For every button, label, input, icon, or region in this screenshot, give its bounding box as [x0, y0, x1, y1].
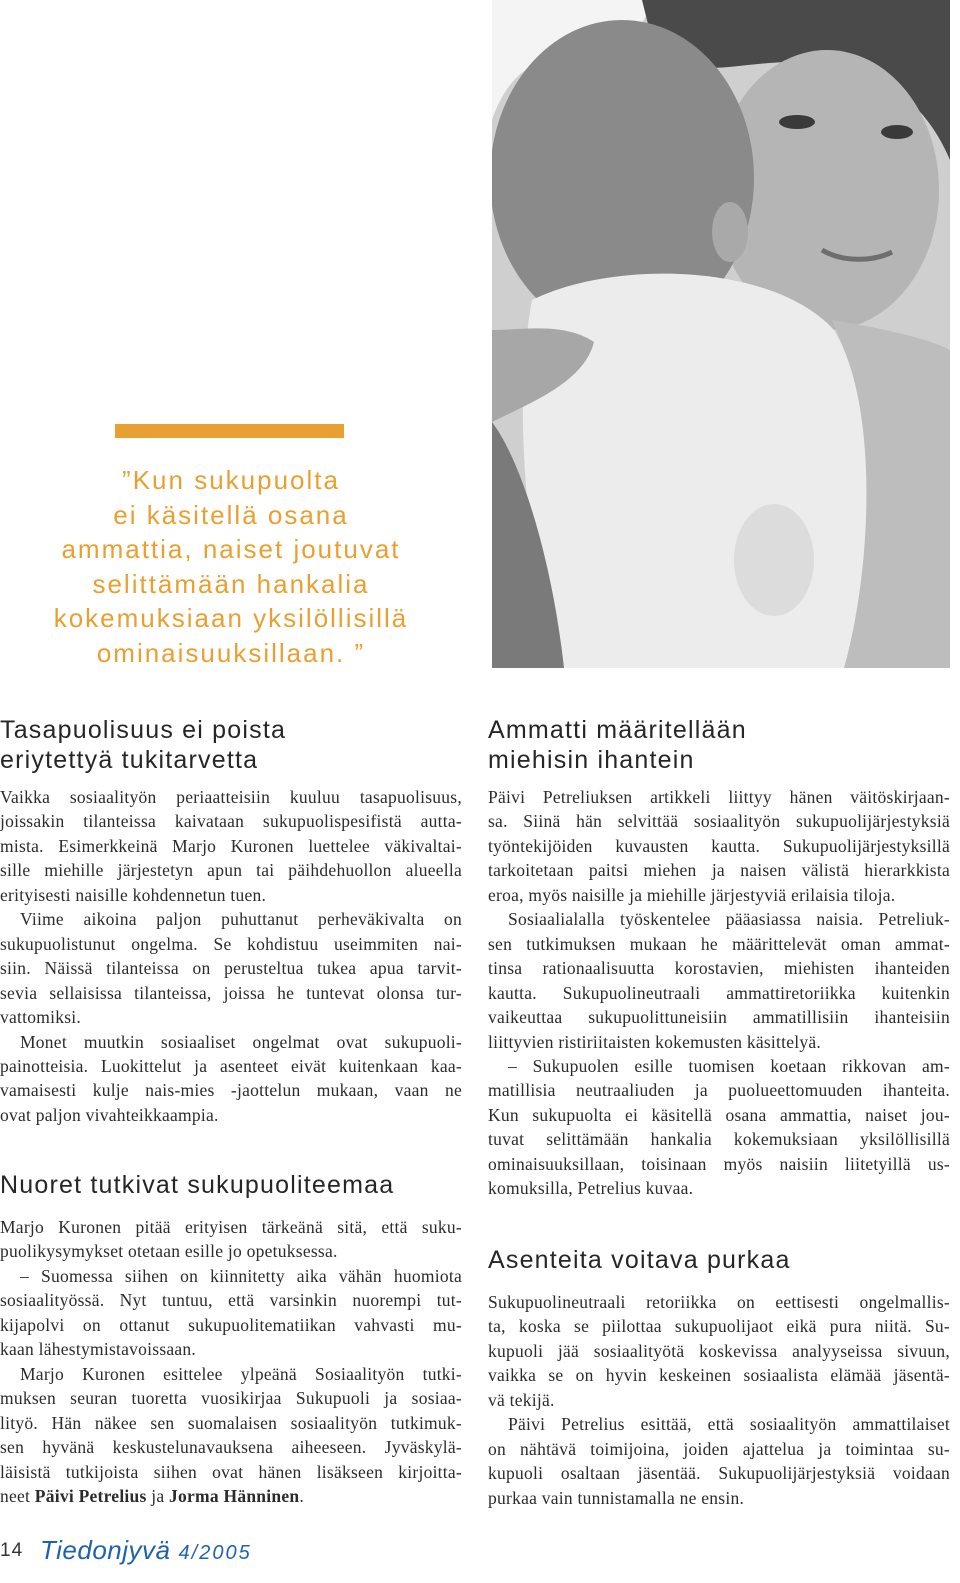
- text-line: puolikysymykset otetaan esille jo opetuksessa.: [0, 1241, 338, 1262]
- text-line: tarkoitetaan paitsi miehen ja naisen välistä hierarkkista: [488, 860, 950, 881]
- text-line: komuksilla, Petrelius kuvaa.: [488, 1178, 694, 1199]
- heading-line: Asenteita voitava purkaa: [488, 1246, 791, 1274]
- text-line: lityö. Hän näkee sen suomalaisen sosiaalityön tutkimuk-: [0, 1412, 462, 1433]
- heading-line: miehisin ihantein: [488, 746, 695, 774]
- text-line: kaan lähestymistavoissaan.: [0, 1339, 197, 1360]
- quote-line: ammattia, naiset joutuvat: [61, 534, 401, 565]
- text-line: matillisia neutraaliuden ja puolueettomuuden ihanteita.: [488, 1080, 950, 1101]
- text-line: vamaisesti kulje nais-mies -jaottelun mukaan, vaan ne: [0, 1080, 462, 1101]
- magazine-name: Tiedonjyvä: [40, 1535, 171, 1565]
- paragraph: [488, 907, 950, 1054]
- quote-line: ominaisuuksillaan. ”: [96, 637, 366, 668]
- text-line: – Sukupuolen esille tuomisen koetaan rikkovan am-: [508, 1055, 950, 1076]
- section-body: [488, 785, 950, 1201]
- man-eye-left: [779, 115, 815, 129]
- text-line: mista. Esimerkkeinä Marjo Kuronen luettelee väkivaltai-: [0, 835, 462, 856]
- text-segment: .: [299, 1485, 305, 1506]
- text-line: Sosiaalialalla työskentelee pääasiassa naisia. Petreliuk-: [508, 909, 950, 930]
- paragraph: [0, 1030, 462, 1128]
- quote-line: kokemuksiaan yksilöllisillä: [53, 603, 409, 634]
- text-line: Viime aikoina paljon puhuttanut perheväkivalta on: [20, 909, 462, 930]
- section-body: [488, 1290, 950, 1510]
- text-line: liittyvien ristiriitaisten kokemusten käsittelyä.: [488, 1031, 822, 1052]
- text-line: Marjo Kuronen esittelee ylpeänä Sosiaalityön tutki-: [20, 1363, 462, 1384]
- text-line: purkaa vain tunnistamalla ne ensin.: [488, 1487, 745, 1508]
- child-arm: [734, 504, 814, 616]
- text-line: ta, koska se piilottaa sukupuolijaot eikä pura niitä. Su-: [488, 1316, 950, 1337]
- heading-line: Nuoret tutkivat sukupuoliteemaa: [0, 1171, 395, 1199]
- paragraph: [0, 907, 462, 1029]
- text-line: [0, 1484, 462, 1508]
- issue-number: 4/2005: [178, 1542, 252, 1564]
- text-line: vä tekijä.: [488, 1389, 555, 1410]
- text-line: sevia sellaisissa tilanteissa, joissa he tuntevat olonsa tur-: [0, 982, 462, 1003]
- text-line: vaikeuttaa sukupuolittuneisiin ammatillisiin ihanteisiin: [488, 1007, 950, 1028]
- text-line: vattomiksi.: [0, 1007, 82, 1028]
- text-line: tinsa rationaalisuutta korostavien, miehisten ihanteiden: [488, 958, 950, 979]
- quote-line: selittämään hankalia: [92, 568, 370, 599]
- text-line: vaikka se on hyvin keskeinen sosiaalista elämää jäsentä-: [488, 1365, 950, 1386]
- text-line: Monet muutkin sosiaaliset ongelmat ovat sukupuoli-: [20, 1031, 462, 1052]
- paragraph: [488, 1054, 950, 1201]
- heading-line: eriytettyä tukitarvetta: [0, 746, 259, 774]
- paragraph: [488, 1290, 950, 1412]
- text-segment: neet: [0, 1485, 35, 1506]
- child-back: [523, 274, 867, 668]
- article-photo: [492, 0, 950, 668]
- text-line: siin. Näissä tilanteissa on perusteltua tukea apua tarvit-: [0, 958, 462, 979]
- text-line: kupuoli jää sosiaalityötä koskevissa analyyseissa sivuun,: [488, 1340, 950, 1361]
- pull-quote: [0, 463, 462, 671]
- text-line: Päivi Petrelius esittää, että sosiaalityön ammattilaiset: [508, 1414, 950, 1435]
- text-line: sa. Siinä hän selvittää sosiaalityön sukupuolijärjestyksiä: [488, 811, 950, 832]
- section-heading: [0, 1170, 394, 1200]
- photo-illustration: [492, 0, 950, 668]
- quote-line: ei käsitellä osana: [113, 499, 349, 530]
- person-name: Päivi Petrelius: [34, 1485, 147, 1506]
- paragraph: [0, 1264, 462, 1362]
- text-line: kijapolvi on ottanut sukupuolitematiikan vahvasti mu-: [0, 1314, 462, 1335]
- text-line: kupuoli osaltaan jäsentää. Sukupuolijärjestyksiä voidaan: [488, 1463, 950, 1484]
- section-heading: [0, 715, 286, 775]
- text-line: sen tutkimuksen mukaan he määrittelevät oman ammat-: [488, 933, 950, 954]
- quote-line: ”Kun sukupuolta: [122, 465, 340, 495]
- heading-line: Ammatti määritellään: [488, 716, 747, 744]
- text-line: Marjo Kuronen pitää erityisen tärkeänä sitä, että suku-: [0, 1217, 462, 1237]
- child-ear: [712, 202, 748, 262]
- text-line: läisistä tutkijoista siihen ovat hänen lisäkseen kirjoitta-: [0, 1461, 462, 1482]
- text-line: erityisesti naisille kohdennetun tuen.: [0, 884, 267, 905]
- text-line: työntekijöiden kuvausten kautta. Sukupuolijärjestyksillä: [488, 835, 950, 856]
- text-line: – Suomessa siihen on kiinnitetty aika vähän huomiota: [20, 1265, 462, 1286]
- section-heading: [488, 715, 747, 775]
- paragraph: [0, 1215, 462, 1264]
- paragraph: [488, 785, 950, 907]
- text-line: ovat paljon vivahteikkaampia.: [0, 1104, 219, 1125]
- text-line: sukupuolistunut ongelma. Se kohdistuu useimmiten nai-: [0, 933, 462, 954]
- text-line: sosiaalityössä. Nyt tuntuu, että varsinkin nuorempi tut-: [0, 1290, 462, 1311]
- page-number: 14: [0, 1540, 24, 1561]
- paragraph: [0, 785, 462, 907]
- text-line: eroa, myös naisille ja miehille järjestyviä erilaisia tiloja.: [488, 884, 896, 905]
- text-line: painotteisia. Luokittelut ja asenteet eivät kuitenkaan kaa-: [0, 1055, 462, 1076]
- quote-accent-bar: [115, 424, 344, 438]
- paragraph: [0, 1362, 462, 1509]
- paragraph: [488, 1412, 950, 1510]
- text-line: sille miehille järjestetyn apun tai päihdehuollon alueella: [0, 860, 462, 881]
- heading-line: Tasapuolisuus ei poista: [0, 716, 287, 744]
- text-line: Vaikka sosiaalityön periaatteisiin kuuluu tasapuolisuus,: [0, 787, 462, 807]
- text-line: muksen seuran tuoretta vuosikirjaa Sukupuoli ja sosiaa-: [0, 1388, 462, 1409]
- text-segment: ja: [146, 1485, 169, 1506]
- person-name: Jorma Hänninen: [168, 1485, 300, 1506]
- text-line: kautta. Sukupuolineutraali ammattiretoriikka kuitenkin: [488, 982, 950, 1003]
- section-heading: [488, 1245, 791, 1275]
- text-line: on nähtävä toimijoina, joiden ajattelua ja toimintaa su-: [488, 1438, 950, 1459]
- text-line: sen hyvänä keskustelunavauksena aiheeseen. Jyväskylä-: [0, 1437, 462, 1458]
- text-line: ominaisuuksillaan, toisinaan myös naisiin liitetyillä us-: [488, 1153, 950, 1174]
- text-line: tuvat selittämään hankalia kokemuksiaan yksilöllisillä: [488, 1129, 950, 1150]
- text-line: Sukupuolineutraali retoriikka on eettisesti ongelmallis-: [488, 1292, 950, 1312]
- magazine-footer: [40, 1532, 252, 1573]
- text-line: Kun sukupuolta ei käsitellä osana ammattia, naiset jou-: [488, 1104, 950, 1125]
- section-body: [0, 785, 462, 1127]
- text-line: Päivi Petreliuksen artikkeli liittyy hänen väitöskirjaan-: [488, 787, 950, 807]
- section-body: [0, 1215, 462, 1508]
- text-line: joissakin tilanteissa kaivataan sukupuolispesifistä autta-: [0, 811, 462, 832]
- man-eye-right: [881, 125, 913, 139]
